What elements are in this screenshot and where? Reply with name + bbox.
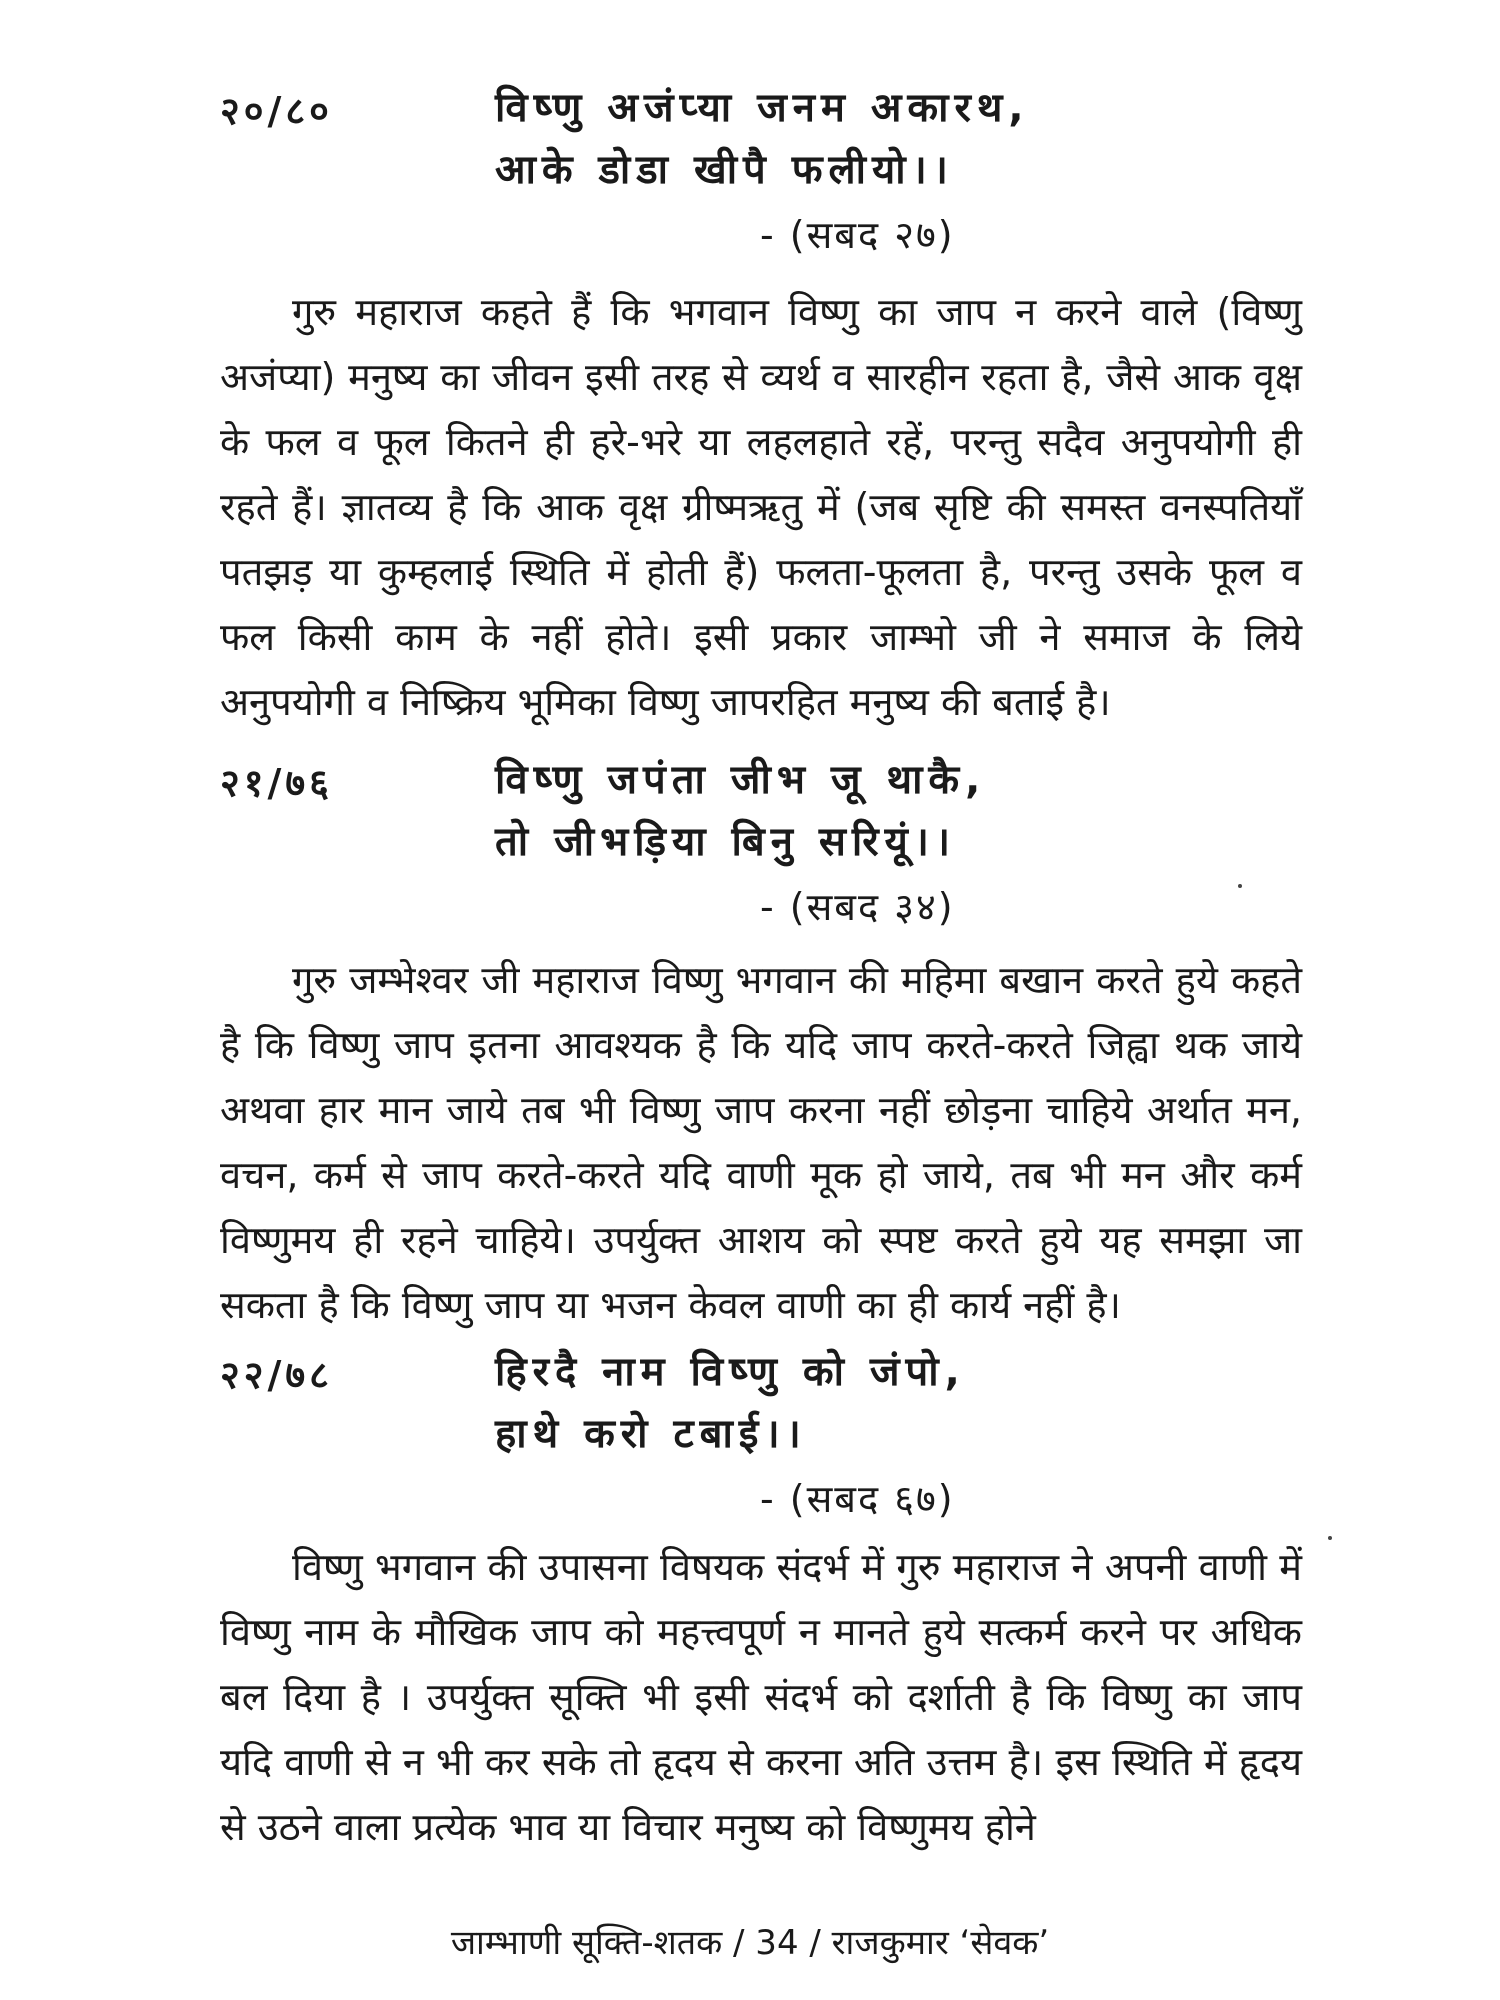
commentary-paragraph: गुरु महाराज कहते हैं कि भगवान विष्णु का जाप न करने वाले (विष्णु अजंप्या) मनुष्य का जीवन इसी तरह से व्यर्थ व सारहीन रहता है, जैसे आक वृक्ष के फल व फूल कितने ही हरे-भरे या लहलहाते रहें, परन्तु सदैव अनुपयोगी ही रहते हैं। ज्ञातव्य है कि आक वृक्ष ग्रीष्मऋतु में (जब सृष्टि की समस्त वनस्पतियाँ पतझड़ या कुम्हलाई स्थिति में होती हैं) फलता-फूलता है, परन्तु उसके फूल व फल किसी काम के नहीं होते। इसी प्रकार जाम्भो जी ने समाज के लिये अनुपयोगी व निष्क्रिय भूमिका विष्णु जापरहित मनुष्य की बताई है। — [220, 290, 1302, 724]
verse-number: २१/७६ — [220, 761, 333, 805]
scan-speck — [1238, 884, 1242, 888]
page-footer: जाम्भाणी सूक्ति-शतक / 34 / राजकुमार ‘सेवक’ — [450, 1923, 1050, 1963]
verse-line: आके डोडा खीपै फलीयो।। — [495, 147, 954, 193]
verse-source: - (सबद ३४) — [760, 885, 955, 929]
verse-line: विष्णु अजंप्या जनम अकारथ, — [495, 85, 1030, 131]
verse-line: हाथे करो टबाई।। — [495, 1411, 807, 1457]
commentary-paragraph: गुरु जम्भेश्वर जी महाराज विष्णु भगवान की महिमा बखान करते हुये कहते है कि विष्णु जाप इतना आवश्यक है कि यदि जाप करते-करते जिह्वा थक जाये अथवा हार मान जाये तब भी विष्णु जाप करना नहीं छोड़ना चाहिये अर्थात मन, वचन, कर्म से जाप करते-करते यदि वाणी मूक हो जाये, तब भी मन और कर्म विष्णुमय ही रहने चाहिये। उपर्युक्त आशय को स्पष्ट करते हुये यह समझा जा सकता है कि विष्णु जाप या भजन केवल वाणी का ही कार्य नहीं है। — [220, 958, 1302, 1327]
verse-line: तो जीभड़िया बिनु सरियूं।। — [495, 819, 957, 865]
commentary-paragraph: विष्णु भगवान की उपासना विषयक संदर्भ में गुरु महाराज ने अपनी वाणी में विष्णु नाम के मौखिक जाप को महत्त्वपूर्ण न मानते हुये सत्कर्म करने पर अधिक बल दिया है । उपर्युक्त सूक्ति भी इसी संदर्भ को दर्शाती है कि विष्णु का जाप यदि वाणी से न भी कर सके तो हृदय से करना अति उत्तम है। इस स्थिति में हृदय से उठने वाला प्रत्येक भाव या विचार मनुष्य को विष्णुमय होने — [220, 1545, 1302, 1849]
scan-speck — [1328, 1536, 1332, 1540]
verse-source: - (सबद २७) — [760, 213, 955, 257]
verse-number: २२/७८ — [220, 1353, 333, 1397]
verse-source: - (सबद ६७) — [760, 1477, 955, 1521]
verse-number: २०/८० — [220, 89, 333, 133]
verse-line: विष्णु जपंता जीभ जू थाकै, — [495, 757, 987, 803]
verse-line: हिरदै नाम विष्णु को जंपो, — [495, 1349, 966, 1395]
